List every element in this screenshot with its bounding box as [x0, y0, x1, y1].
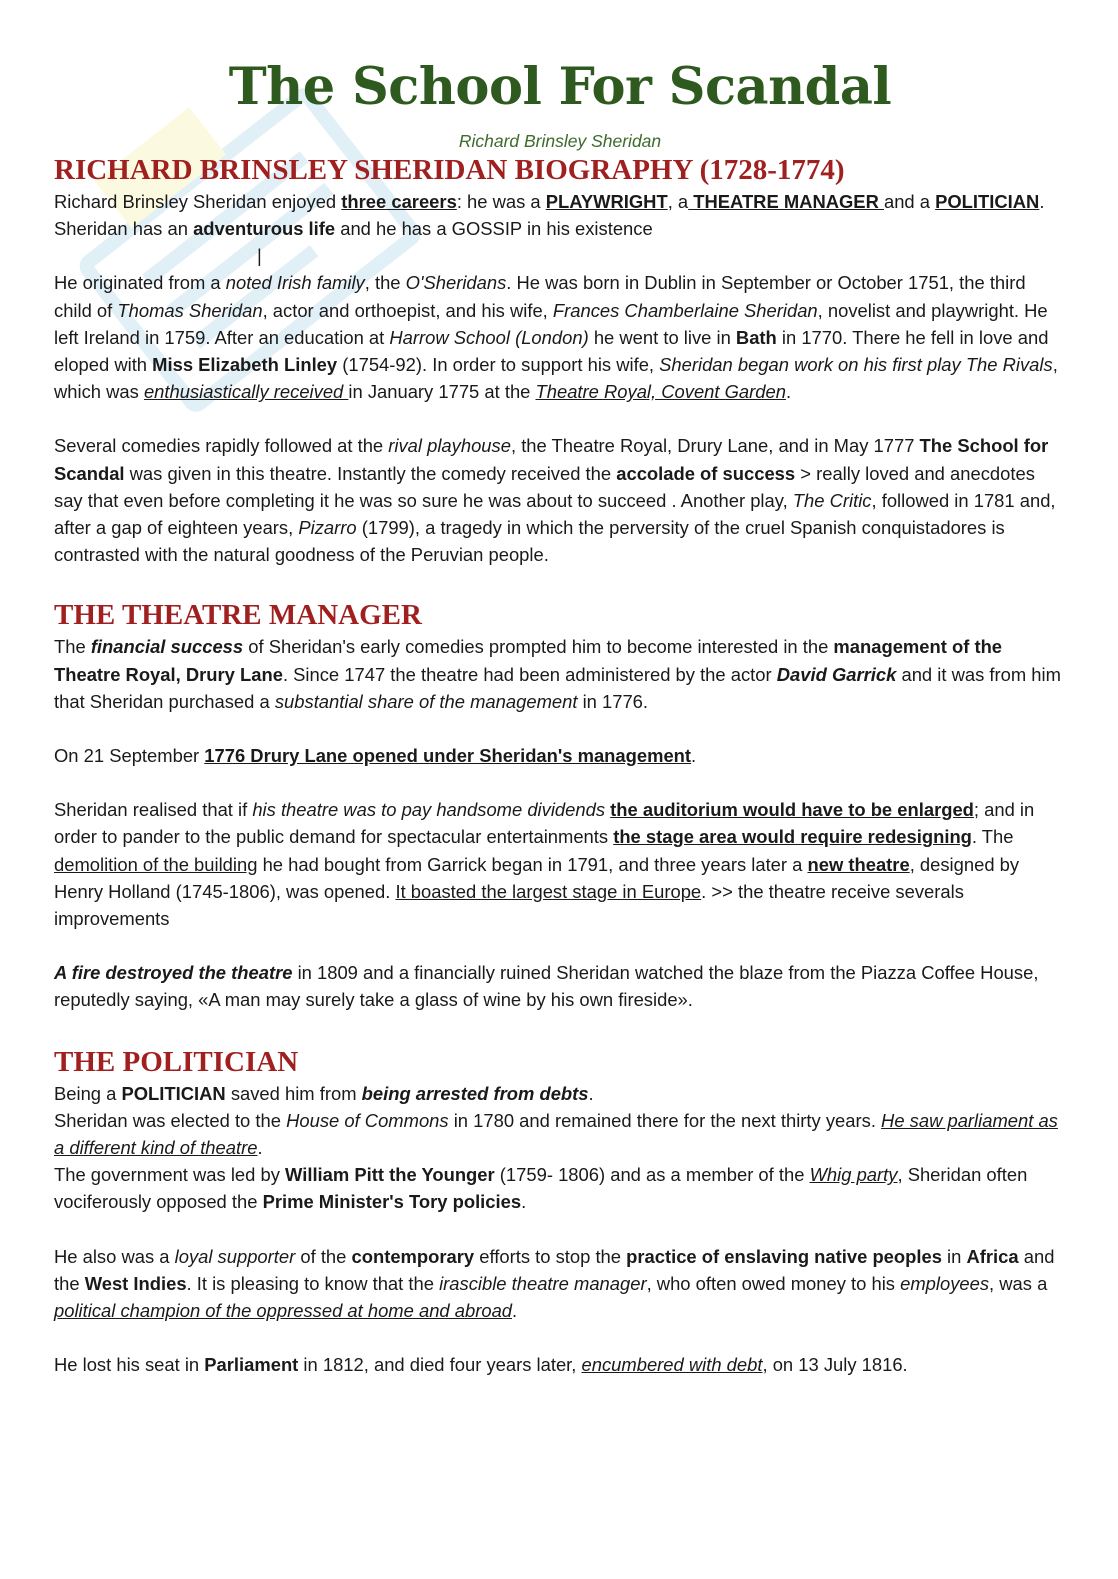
bio-paragraph-4: Several comedies rapidly followed at the rival playhouse, the Theatre Royal, Drury Lane, and in May 1777 The School for Scandal was given in this theatre. Instantly the comedy received the accolade of success > really loved and anecdotes say that even before completing it he was so sure he was about to succeed . Another play, The Critic, followed in 1781 and, after a gap of eighteen years, Pizarro (1799), a tragedy in which the perversity of the cruel Spanish conquistadores is contrasted with the natural goodness of the Peruvian people. [54, 435, 1056, 566]
paragraph-gap [54, 769, 1066, 796]
manager-paragraph-1: The financial success of Sheridan's early comedies prompted him to become interested in the management of the Theatre Royal, Drury Lane. Since 1747 the theatre had been administered by the actor David Garrick and it was from him that Sheridan purchased a substantial share of the management in 1776. [54, 636, 1061, 712]
text-cursor: | [257, 245, 262, 267]
document-title: The School For Scandal [228, 57, 892, 117]
manager-paragraph-2: On 21 September 1776 Drury Lane opened under Sheridan's management. [54, 745, 697, 767]
section-heading-theatre-manager: THE THEATRE MANAGER [54, 599, 422, 632]
politician-paragraph-3: The government was led by William Pitt the Younger (1759- 1806) and as a member of the Whig party, Sheridan often vociferously opposed the Prime Minister's Tory policies. [54, 1164, 1028, 1213]
paragraph-gap [54, 1216, 1066, 1243]
paragraph-gap [54, 405, 1066, 432]
politician-paragraph-4: He also was a loyal supporter of the contemporary efforts to stop the practice of enslaving native peoples in Africa and the West Indies. It is pleasing to know that the irascible theatre manager, who often owed money to his employees, was a political champion of the oppressed at home and abroad. [54, 1245, 1055, 1322]
politician-paragraph-5: He lost his seat in Parliament in 1812, and died four years later, encumbered with debt, on 13 July 1816. [54, 1354, 908, 1376]
bio-paragraph-3: He originated from a noted Irish family, the O'Sheridans. He was born in Dublin in September or October 1751, the third child of Thomas Sheridan, actor and orthoepist, and his wife, Frances Chamberlaine Sheridan, novelist and playwright. He left Ireland in 1759. After an education at Harrow School (London) he went to live in Bath in 1770. There he fell in love and eloped with Miss Elizabeth Linley (1754-92). In order to support his wife, Sheridan began work on his first play The Rivals, which was enthusiastically received in January 1775 at the Theatre Royal, Covent Garden. [54, 272, 1058, 403]
paragraph-gap [54, 1324, 1066, 1351]
paragraph-gap [54, 932, 1066, 959]
politician-paragraph-1: Being a POLITICIAN saved him from being arrested from debts. [54, 1082, 594, 1104]
manager-paragraph-3: Sheridan realised that if his theatre was to pay handsome dividends the auditorium would have to be enlarged; and in order to pander to the public demand for spectacular entertainments the stage area would require redesigning. The demolition of the building he had bought from Garrick began in 1791, and three years later a new theatre, designed by Henry Holland (1745-1806), was opened. It boasted the largest stage in Europe. >> the theatre receive severals improvements [54, 799, 1035, 930]
bio-paragraph-2: Sheridan has an adventurous life and he has a GOSSIP in his existence [54, 218, 653, 240]
politician-paragraph-2: Sheridan was elected to the House of Commons in 1780 and remained there for the next thirty years. He saw parliament as a different kind of theatre. [54, 1109, 1058, 1159]
manager-paragraph-4: A fire destroyed the theatre in 1809 and a financially ruined Sheridan watched the blaze from the Piazza Coffee House, reputedly saying, «A man may surely take a glass of wine by his own fireside». [54, 962, 1039, 1011]
paragraph-gap [54, 715, 1066, 742]
section-heading-biography: RICHARD BRINSLEY SHERIDAN BIOGRAPHY (1728-1774) [54, 154, 845, 186]
document-subtitle: Richard Brinsley Sheridan [458, 131, 662, 151]
bio-paragraph-1: Richard Brinsley Sheridan enjoyed three careers: he was a PLAYWRIGHT, a THEATRE MANAGER and a POLITICIAN. [54, 191, 1045, 212]
section-heading-politician: THE POLITICIAN [54, 1045, 299, 1078]
document-content [54, 52, 1066, 1379]
